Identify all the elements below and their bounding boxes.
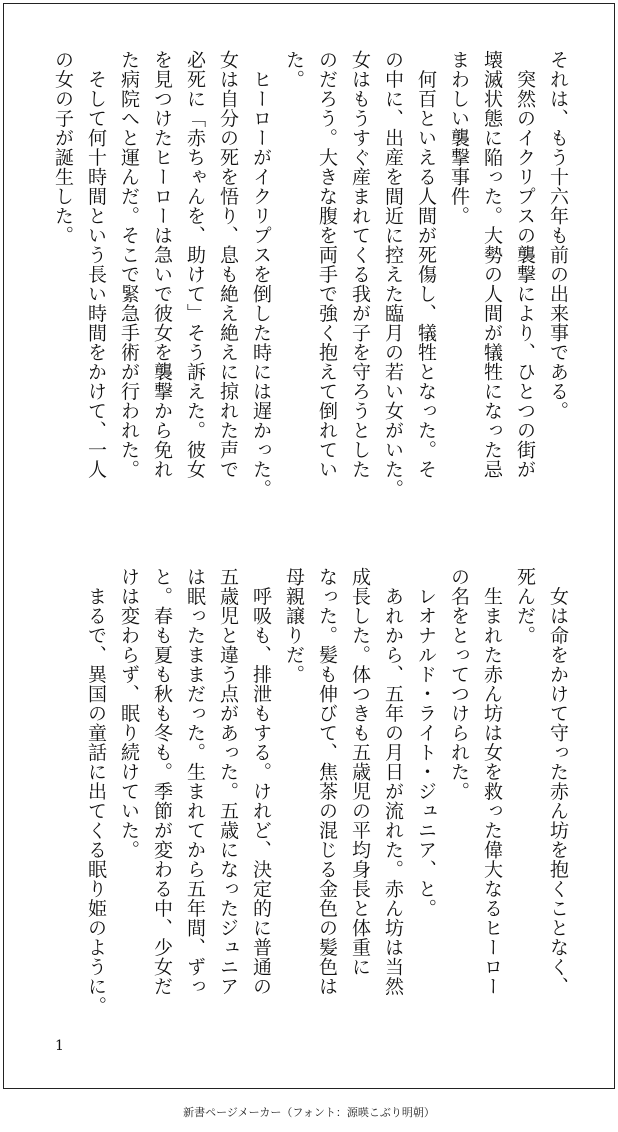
- text-line: 呼吸も、排泄もする。けれど、決定的に普通の: [250, 567, 272, 996]
- text-line: た。: [283, 50, 305, 89]
- text-line: のだろう。大きな腹を両手で強く抱えて倒れてい: [316, 50, 338, 479]
- text-line: 必死に「赤ちゃんを、助けて」そう訴えた。彼女: [184, 50, 206, 479]
- text-line: 女は命をかけて守った赤ん坊を抱くことなく、: [547, 567, 569, 996]
- text-line: を見つけたヒーローは急いで彼女を襲撃から免れ: [151, 50, 173, 479]
- text-line: 母親譲りだ。: [283, 567, 305, 684]
- text-line: た病院へと運んだ。そこで緊急手術が行われた。: [118, 50, 140, 479]
- text-line: 突然のイクリプスの襲撃により、ひとつの街が: [514, 50, 536, 479]
- text-line: それは、もう十六年も前の出来事である。: [547, 50, 569, 421]
- text-line: 女はもうすぐ産まれてくる我が子を守ろうとした: [349, 50, 371, 479]
- text-line: 生まれた赤ん坊は女を救った偉大なるヒーロー: [481, 567, 503, 996]
- text-line: の中に、出産を間近に控えた臨月の若い女がいた。: [382, 50, 404, 499]
- bottom-text-block: [79, 567, 574, 1016]
- text-line: あれから、五年の月日が流れた。赤ん坊は当然: [382, 567, 404, 996]
- text-line: なった。髪も伸びて、焦茶の混じる金色の髪色は: [316, 567, 338, 996]
- top-text-block: [46, 50, 574, 520]
- text-line: ヒーローがイクリプスを倒した時には遅かった。: [250, 50, 272, 499]
- text-line: の女の子が誕生した。: [52, 50, 74, 245]
- text-line: 成長した。体つきも五歳児の平均身長と体重に: [349, 567, 371, 977]
- footer-caption: 新書ページメーカー（フォント：源暎こぶり明朝）: [183, 1106, 435, 1119]
- text-line: まるで、異国の童話に出てくる眠り姫のように。: [85, 567, 107, 1016]
- text-line: レオナルド・ライト・ジュニア、と。: [415, 567, 437, 918]
- text-line: 何百といえる人間が死傷し、犠牲となった。そ: [415, 50, 437, 479]
- text-line: は眠ったままだった。生まれてから五年間、ずっ: [184, 567, 206, 996]
- text-line: と。春も夏も秋も冬も。季節が変わる中、少女だ: [151, 567, 173, 996]
- page-number: 1: [55, 1038, 64, 1054]
- text-line: の名をとってつけられた。: [448, 567, 470, 801]
- text-line: けは変わらず、眠り続けていた。: [118, 567, 140, 860]
- text-line: 女は自分の死を悟り、息も絶え絶えに掠れた声で: [217, 50, 239, 479]
- text-line: 死んだ。: [514, 567, 536, 645]
- text-line: そして何十時間という長い時間をかけて、一人: [85, 50, 107, 479]
- text-line: まわしい襲撃事件。: [448, 50, 470, 226]
- text-line: 五歳児と違う点があった。五歳になったジュニア: [217, 567, 239, 996]
- text-line: 壊滅状態に陥った。大勢の人間が犠牲になった忌: [481, 50, 503, 479]
